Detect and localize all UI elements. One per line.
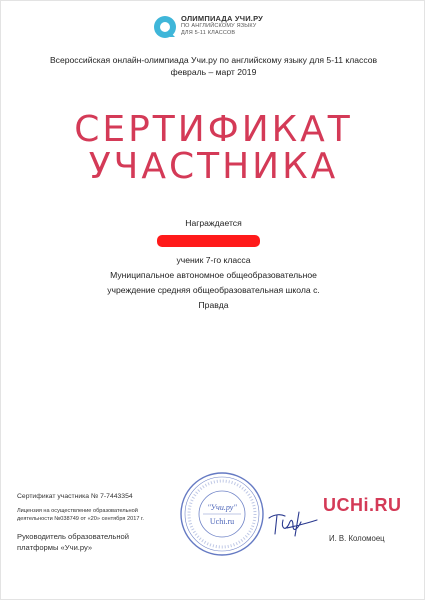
stamp-text-bottom: Uchi.ru [209, 517, 235, 526]
stamp-text-top: "Учи.ру" [207, 503, 237, 512]
handwritten-signature [265, 506, 321, 540]
olympiad-logo [153, 14, 293, 44]
redacted-recipient-name [157, 235, 260, 247]
license-line2: деятельности №038749 от «20» сентября 2017 г. [17, 516, 144, 522]
recipient-grade: ученик 7-го класса [176, 255, 251, 265]
school-name-line3: Правда [198, 300, 229, 310]
certificate-title-line2: УЧАСТНИКА [88, 146, 339, 187]
logo-title: ОЛИМПИАДА УЧИ.РУ [181, 14, 264, 23]
signer-role-line2: платформы «Учи.ру» [17, 543, 93, 552]
certificate-number: Сертификат участника № 7-7443354 [17, 493, 133, 500]
certificate-title-line1: СЕРТИФИКАТ [74, 109, 353, 150]
uchi-ru-brand-logo: UCHi.RU [323, 495, 402, 515]
olympiad-description: Всероссийская онлайн-олимпиада Учи.ру по английскому языку для 5-11 классов [49, 55, 378, 65]
school-name-line1: Муниципальное автономное общеобразовательное [110, 270, 317, 280]
official-stamp [179, 471, 265, 557]
olympiad-dates: февраль – март 2019 [170, 67, 257, 77]
logo-subtitle-line1: ПО АНГЛИЙСКОМУ ЯЗЫКУ [181, 23, 257, 29]
school-name-line2: учреждение средняя общеобразовательная школа с. [107, 285, 320, 295]
license-line1: Лицензия на осуществление образовательной [17, 508, 138, 514]
olympiad-logo-icon [153, 15, 177, 39]
signer-role-line1: Руководитель образовательной [17, 532, 129, 541]
awarded-label: Награждается [185, 218, 242, 228]
signer-name: И. В. Коломоец [329, 534, 385, 543]
logo-subtitle-line2: ДЛЯ 5-11 КЛАССОВ [181, 30, 236, 36]
